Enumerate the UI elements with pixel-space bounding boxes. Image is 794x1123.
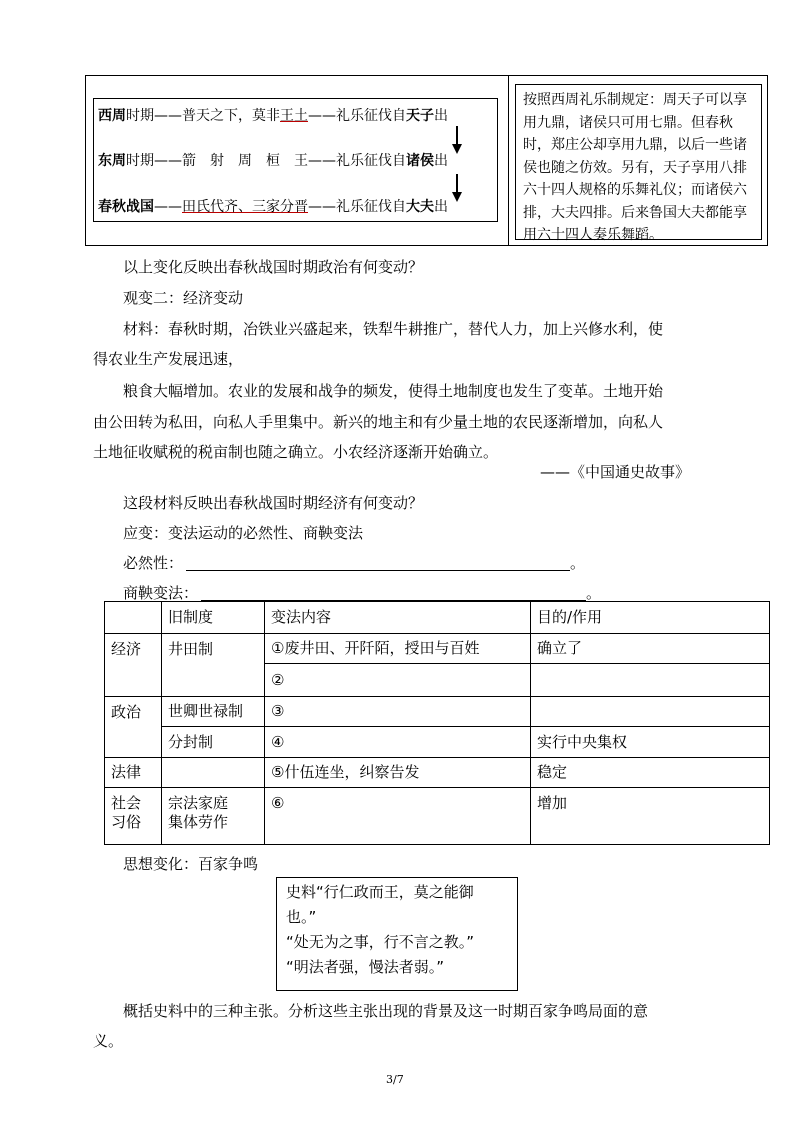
section-title-thought: 思想变化：百家争鸣 (123, 855, 259, 873)
content-cell: ①废井田、开阡陌，授田与百姓 (265, 634, 531, 664)
era-row-dongzhou: 东周时期——箭 射 周 桓 王——礼乐征伐自诸侯出 (98, 153, 448, 169)
material-line: 粮食大幅增加。农业的发展和战争的频发，使得土地制度也发生了变革。土地开始 (123, 382, 664, 400)
old-system-cell (162, 758, 265, 788)
rule-text: 按照西周礼乐制规定：周天子可以享用九鼎，诸侯只可用七鼎。但春秋时，郑庄公却享用九鼎，以后一些诸侯也随之仿效。另有，天子享用八排六十四人规格的乐舞礼仪；而诸侯六排，大夫四排。后来鲁国大夫都能享用六十四人奏乐舞蹈。 (523, 92, 747, 243)
content-cell[interactable]: ③ (265, 697, 531, 727)
old-system-cell: 井田制 (162, 634, 265, 697)
reform-table (104, 601, 770, 845)
table-header-cell: 变法内容 (265, 602, 531, 634)
content-cell[interactable]: ④ (265, 727, 531, 758)
question-thought: 义。 (93, 1032, 124, 1050)
down-arrows (449, 124, 465, 206)
category-cell: 经济 (105, 634, 162, 697)
shangyang-end: 。 (586, 584, 602, 602)
purpose-cell[interactable]: 稳定 (531, 758, 770, 788)
quote-line: “明法者强，慢法者弱。” (286, 958, 445, 976)
table-row (105, 727, 770, 758)
old-system-cell: 世卿世禄制 (162, 697, 265, 727)
material-source: ——《中国通史故事》 (540, 463, 691, 481)
table-header-cell: 旧制度 (162, 602, 265, 634)
material-line: 由公田转为私田，向私人手里集中。新兴的地主和有少量土地的农民逐渐增加，向私人 (93, 413, 664, 431)
question-politics: 以上变化反映出春秋战国时期政治有何变动？ (123, 258, 424, 276)
necessity-label: 必然性： (123, 554, 184, 572)
table-header-cell: 目的/作用 (531, 602, 770, 634)
material-line: 得农业生产发展迅速， (93, 350, 244, 368)
arrow-down-icon (452, 126, 462, 154)
purpose-cell: 实行中央集权 (531, 727, 770, 758)
quote-text (286, 880, 514, 980)
old-system-cell: 分封制 (162, 727, 265, 758)
table-header-cell (105, 602, 162, 634)
purpose-cell[interactable] (531, 697, 770, 727)
category-cell: 社会 习俗 (105, 788, 162, 845)
category-cell: 政治 (105, 697, 162, 758)
page-number: 3/7 (386, 1073, 404, 1086)
table-row (105, 634, 770, 664)
question-thought: 概括史料中的三种主张。分析这些主张出现的背景及这一时期百家争鸣局面的意 (123, 1002, 649, 1020)
table-row (105, 788, 770, 845)
arrow-down-icon (452, 174, 462, 202)
material-line: 土地征收赋税的税亩制也随之确立。小农经济逐渐开始确立。 (93, 443, 499, 461)
era-row-xizhou: 西周时期——普天之下，莫非王土——礼乐征伐自天子出 (98, 108, 448, 124)
section-title-economy: 观变二：经济变动 (123, 289, 244, 307)
necessity-end: 。 (570, 554, 586, 572)
comparison-divider (508, 75, 509, 246)
table-row (105, 758, 770, 788)
material-line: 材料：春秋时期，冶铁业兴盛起来，铁犁牛耕推广，替代人力，加上兴修水利，使 (123, 320, 664, 338)
purpose-cell[interactable]: 增加 (531, 788, 770, 845)
table-header-row (105, 602, 770, 634)
question-economy: 这段材料反映出春秋战国时期经济有何变动？ (123, 494, 424, 512)
necessity-blank[interactable] (186, 570, 570, 571)
content-cell: ⑤什伍连坐，纠察告发 (265, 758, 531, 788)
shangyang-label: 商鞅变法： (123, 584, 199, 602)
old-system-cell: 宗法家庭 集体劳作 (162, 788, 265, 845)
era-row-chunqiu: 春秋战国——田氏代齐、三家分晋——礼乐征伐自大夫出 (98, 199, 448, 215)
category-cell: 法律 (105, 758, 162, 788)
purpose-cell[interactable]: 确立了 (531, 634, 770, 664)
table-row (105, 697, 770, 727)
section-title-response: 应变：变法运动的必然性、商鞅变法 (123, 524, 364, 542)
content-cell[interactable]: ② (265, 664, 531, 697)
quote-line: “处无为之事，行不言之教。” (286, 933, 475, 951)
quote-line: 也。” (286, 908, 317, 926)
content-cell[interactable]: ⑥ (265, 788, 531, 845)
purpose-cell[interactable] (531, 664, 770, 697)
quote-line: 史料“行仁政而王，莫之能御 (286, 883, 474, 901)
